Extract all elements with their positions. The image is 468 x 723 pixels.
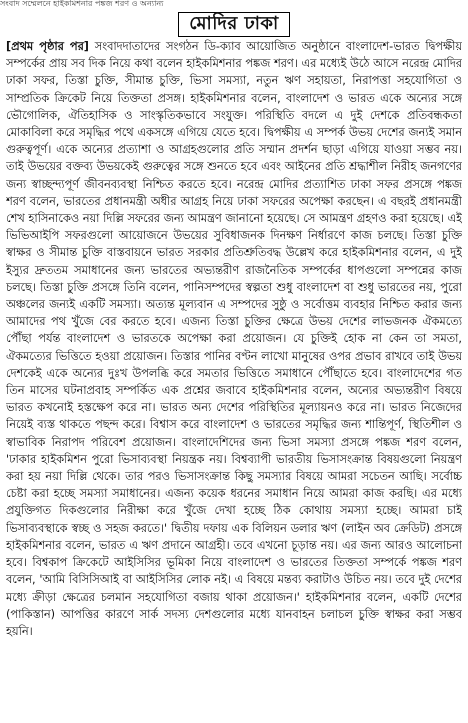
- article-text: সংবাদদাতাদের সংগঠন ডি-ক্যাব আয়োজিত অনুষ্ঠানে বাংলাদেশ-ভারত দ্বিপক্ষীয় সম্পর্কের প্রায় সব দিক নিয়ে কথা বলেন হাইকমিশনার পঙ্কজ শরণ। এর মধ্যেই উঠে আসে নরেন্দ্র মোদির ঢাকা সফর, তিস্তা চুক্তি, সীমান্ত চুক্তি, ভিসা সমস্যা, নতুন ঋণ সহায়তা, নিরাপত্তা সহযোগিতা ও সাম্প্রতিক ক্রিকেট নিয়ে তিক্ততা প্রসঙ্গ। হাইকমিশনার বলেন, বাংলাদেশ ও ভারত একে অন্যের সঙ্গে ভৌগোলিক, ঐতিহাসিক ও সাংস্কৃতিকভাবে সংযুক্ত। পরিস্থিতি বদলে এ দুই দেশকে প্রতিবন্ধকতা মোকাবিলা করে সমৃদ্ধির পথে একসঙ্গে এগিয়ে যেতে হবে। দ্বিপক্ষীয় এ সম্পর্ক উভয় দেশের জন্যই সমান গুরুত্বপূর্ণ। একে অন্যের প্রত্যাশা ও আগ্রহগুলোর প্রতি সম্মান প্রদর্শন ছাড়া এগিয়ে যাওয়া সম্ভব নয়। তাই উভয়ের বক্তব্য উভয়কেই গুরুত্বের সঙ্গে শুনতে হবে এবং আইনের প্রতি শ্রদ্ধাশীল নিরীহ জনগণের জন্য স্বাচ্ছন্দ্যপূর্ণ জীবনব্যবস্থা নিশ্চিত করতে হবে। নরেন্দ্র মোদির প্রত্যাশিত ঢাকা সফর প্রসঙ্গে পঙ্কজ শরণ বলেন, ভারতের প্রধানমন্ত্রী অধীর আগ্রহ নিয়ে ঢাকা সফরের অপেক্ষা করছেন। এ বছরই প্রধানমন্ত্রী শেখ হাসিনাকেও নয়া দিল্লি সফরের জন্য আমন্ত্রণ জানানো হয়েছে। সে আমন্ত্রণ গ্রহণও করা হয়েছে। এই ভিভিআইপি সফরগুলো আয়োজনে উভয়ের সুবিধাজনক দিনক্ষণ নির্ধারণে কাজ চলছে। তিস্তা চুক্তি স্বাক্ষর ও সীমান্ত চুক্তি বাস্তবায়নে ভারত সরকার প্রতিশ্রুতিবদ্ধ উল্লেখ করে হাইকমিশনার বলেন, এ দুই ইস্যুর দ্রুততম সমাধানের জন্য ভারতের অভ্যন্তরীণ রাজনৈতিক সম্পর্কের ধাপগুলো সম্পন্নের কাজ চলছে। তিস্তা চুক্তি প্রসঙ্গে তিনি বলেন, পানিসম্পদের স্বল্পতা শুধু বাংলাদেশ বা শুধু ভারতের নয়, পুরো অঞ্চলের জন্যই একটি সমস্যা। অত্যন্ত মূল্যবান এ সম্পদের সুষ্ঠু ও সর্বোত্তম ব্যবহার নিশ্চিত করার জন্য আমাদের পথ খুঁজে বের করতে হবে। এজন্য তিস্তা চুক্তির ক্ষেত্রে উভয় দেশের লাভজনক ঐকমত্যে পৌঁছা পর্যন্ত বাংলাদেশ ও ভারতকে অপেক্ষা করা প্রয়োজন। যে চুক্তিই হোক না কেন তা সমতা, ঐকমত্যের ভিত্তিতে হওয়া প্রয়োজন। তিস্তার পানির বণ্টন লাখো মানুষের ওপর প্রভাব রাখবে তাই উভয় দেশকেই একে অন্যের দুঃখ উপলব্ধি করে সমতার ভিত্তিতে সমাধানে পৌঁছাতে হবে। বাংলাদেশের গত তিন মাসের ঘটনাপ্রবাহ সম্পর্কিত এক প্রশ্নের জবাবে হাইকমিশনার বলেন, অন্যের অভ্যন্তরীণ বিষয়ে ভারত কখনোই হস্তক্ষেপ করে না। ভারত অন্য দেশের পরিস্থিতির মূল্যায়নও করে না। ভারত নিজেদের নিয়েই ব্যস্ত থাকতে পছন্দ করে। বিশ্বাস করে বাংলাদেশ ও ভারতের সমৃদ্ধির জন্য শান্তিপূর্ণ, স্থিতিশীল ও স্বাভাবিক নিরাপদ পরিবেশ প্রয়োজন। বাংলাদেশিদের জন্য ভিসা সমস্যা প্রসঙ্গে পঙ্কজ শরণ বলেন, 'ঢাকার হাইকমিশন পুরো ভিসাব্যবস্থা নিয়ন্ত্রক নয়। বিশ্বব্যাপী ভারতীয় ভিসাসংক্রান্ত বিষয়গুলো নিয়ন্ত্রণ করা হয় নয়া দিল্লি থেকে। তার পরও ভিসাসংক্রান্ত কিছু সমস্যার বিষয়ে আমরা সচেতন আছি। সর্বোচ্চ চেষ্টা করা হচ্ছে সমস্যা সমাধানের। এজন্য কয়েক ধরনের সমাধান নিয়ে আমরা কাজ করছি। এর মধ্যে প্রযুক্তিগত দিকগুলোর নিরীক্ষা করে খুঁজে দেখা হচ্ছে ঠিক কোথায় সমস্যা হচ্ছে। আমরা চাই ভিসাব্যবস্থাকে স্বচ্ছ ও সহজ করতে।' দ্বিতীয় দফায় এক বিলিয়ন ডলার ঋণ (লাইন অব ক্রেডিট) প্রসঙ্গে হাইকমিশনার বলেন, ভারত এ ঋণ প্রদানে আগ্রহী। তবে এখনো চূড়ান্ত নয়। এর জন্য আরও আলোচনা হবে। বিশ্বকাপ ক্রিকেটে আইসিসির ভূমিকা নিয়ে বাংলাদেশ ও ভারতের তিক্ততা সম্পর্কে পঙ্কজ শরণ বলেন, 'আমি বিসিসিআই বা আইসিসির লোক নই। এ বিষয়ে মন্তব্য করাটাও উচিত নয়। তবে দুই দেশের মধ্যে ক্রীড়া ক্ষেত্রের চলমান সহযোগিতা বজায় থাকা প্রয়োজন।' হাইকমিশনার বলেন, একটি দেশের (পাকিস্তান) আপত্তির কারণে সার্ক সদস্য দেশগুলোর মধ্যে যানবাহন চলাচল চুক্তি স্বাক্ষর করা সম্ভব হয়নি।: [6, 40, 462, 638]
- clipped-header-text: সংবাদ সম্মেলনে হাইকমিশনার পঙ্কজ শরণ ও অন্যান্য: [0, 0, 164, 8]
- article-title: মোদির ঢাকা: [178, 12, 290, 37]
- continued-from-page-one-label: [প্রথম পৃষ্ঠার পর]: [6, 40, 89, 53]
- article-paragraph: [6, 38, 462, 640]
- article-body: [6, 38, 462, 720]
